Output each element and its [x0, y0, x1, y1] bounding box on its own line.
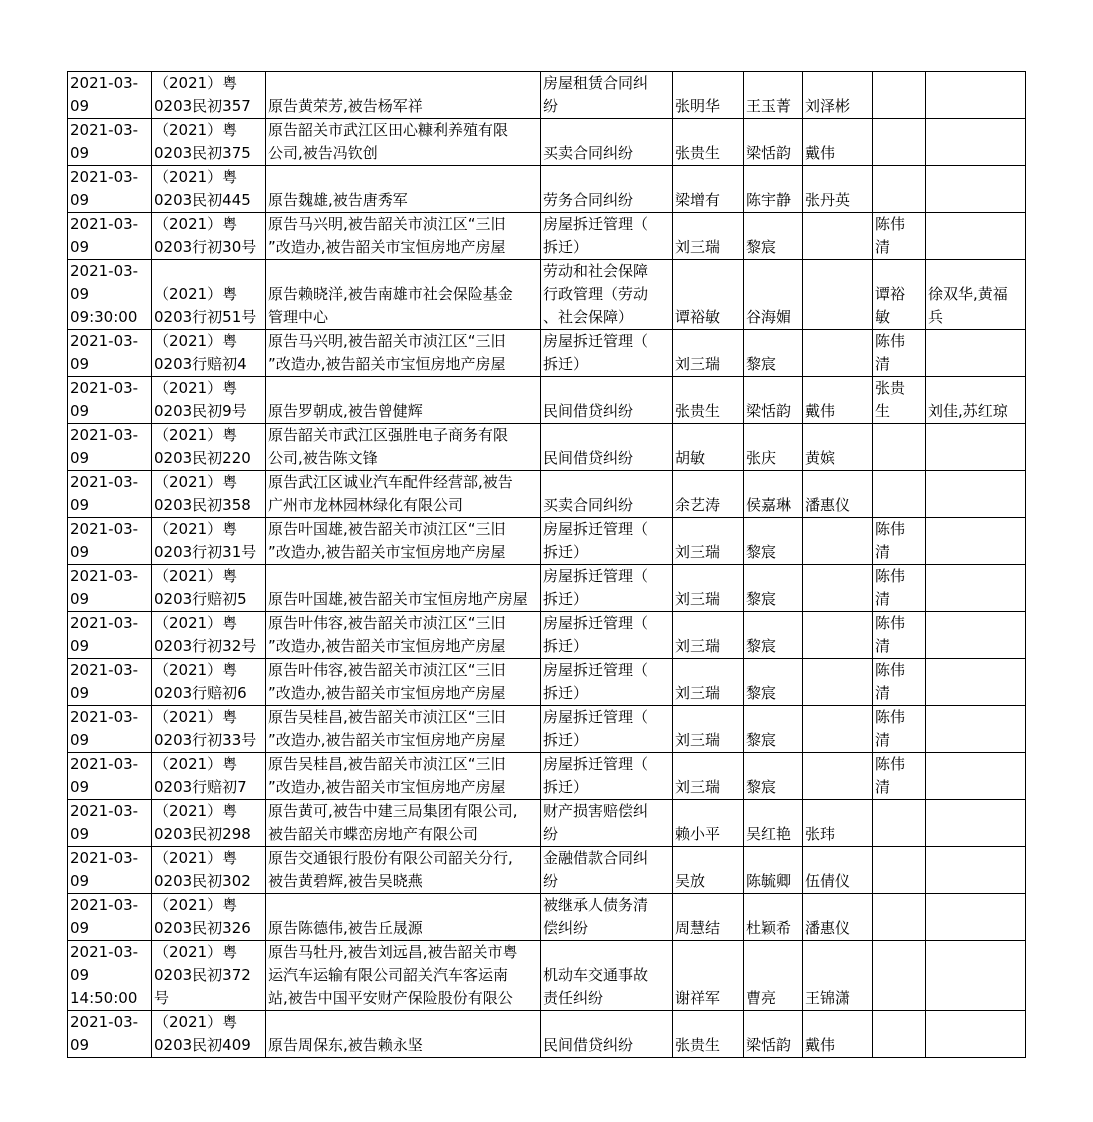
cell-parties: 原告韶关市武江区田心糠利养殖有限 公司,被告冯钦创	[266, 119, 541, 166]
cell-member	[803, 565, 873, 612]
cell-clerk: 黎宸	[744, 706, 803, 753]
cell-extra1: 陈伟 清	[873, 330, 926, 377]
cell-clerk: 黎宸	[744, 330, 803, 377]
cell-member: 戴伟	[803, 377, 873, 424]
cell-clerk: 黎宸	[744, 659, 803, 706]
cell-judge: 刘三瑞	[673, 659, 744, 706]
table-row	[68, 706, 1026, 753]
cell-case: （2021）粤 0203行赔初5	[152, 565, 266, 612]
cell-extra1: 张贵 生	[873, 377, 926, 424]
table-row	[68, 330, 1026, 377]
cell-cause: 买卖合同纠纷	[541, 471, 673, 518]
cell-extra2	[926, 119, 1026, 166]
cell-parties: 原告罗朝成,被告曾健辉	[266, 377, 541, 424]
table-row	[68, 894, 1026, 941]
cell-date: 2021-03- 09	[68, 471, 152, 518]
cell-case: （2021）粤 0203民初220	[152, 424, 266, 471]
cell-extra1: 陈伟 清	[873, 213, 926, 260]
cell-case: （2021）粤 0203民初9号	[152, 377, 266, 424]
cell-member	[803, 330, 873, 377]
cell-judge: 刘三瑞	[673, 753, 744, 800]
cell-case: （2021）粤 0203行赔初4	[152, 330, 266, 377]
cell-clerk: 黎宸	[744, 518, 803, 565]
cell-case: （2021）粤 0203行赔初6	[152, 659, 266, 706]
cell-extra1	[873, 941, 926, 1011]
cell-date: 2021-03- 09	[68, 119, 152, 166]
cell-date: 2021-03- 09 14:50:00	[68, 941, 152, 1011]
cell-parties: 原告赖晓洋,被告南雄市社会保险基金 管理中心	[266, 260, 541, 330]
cell-extra2	[926, 213, 1026, 260]
cell-judge: 刘三瑞	[673, 213, 744, 260]
cell-case: （2021）粤 0203民初357	[152, 72, 266, 119]
cell-judge: 张贵生	[673, 119, 744, 166]
cell-cause: 劳务合同纠纷	[541, 166, 673, 213]
cell-extra1	[873, 1011, 926, 1058]
cell-member	[803, 260, 873, 330]
cell-extra1: 陈伟 清	[873, 706, 926, 753]
cell-extra1	[873, 424, 926, 471]
cell-cause: 房屋拆迁管理（ 拆迁）	[541, 612, 673, 659]
table-row	[68, 518, 1026, 565]
table-row	[68, 753, 1026, 800]
cell-judge: 梁增有	[673, 166, 744, 213]
cell-extra2: 刘佳,苏红琼	[926, 377, 1026, 424]
table-row	[68, 166, 1026, 213]
table-row	[68, 377, 1026, 424]
cell-cause: 劳动和社会保障 行政管理（劳动 、社会保障）	[541, 260, 673, 330]
cell-extra2	[926, 518, 1026, 565]
table-row	[68, 565, 1026, 612]
cell-cause: 房屋拆迁管理（ 拆迁）	[541, 565, 673, 612]
cell-date: 2021-03- 09 09:30:00	[68, 260, 152, 330]
cell-member	[803, 612, 873, 659]
cell-judge: 胡敏	[673, 424, 744, 471]
cell-date: 2021-03- 09	[68, 753, 152, 800]
cell-parties: 原告吴桂昌,被告韶关市浈江区“三旧 ”改造办,被告韶关市宝恒房地产房屋	[266, 753, 541, 800]
cell-judge: 张明华	[673, 72, 744, 119]
cell-clerk: 王玉菁	[744, 72, 803, 119]
cell-judge: 刘三瑞	[673, 565, 744, 612]
cell-clerk: 陈宇静	[744, 166, 803, 213]
cell-extra1	[873, 166, 926, 213]
cell-case: （2021）粤 0203民初302	[152, 847, 266, 894]
cell-parties: 原告魏雄,被告唐秀军	[266, 166, 541, 213]
cell-date: 2021-03- 09	[68, 424, 152, 471]
table-body	[68, 72, 1026, 1058]
cell-extra1	[873, 847, 926, 894]
cell-member: 黄嫔	[803, 424, 873, 471]
cell-extra2	[926, 166, 1026, 213]
cell-extra2	[926, 659, 1026, 706]
cell-clerk: 梁恬韵	[744, 1011, 803, 1058]
cell-extra1: 陈伟 清	[873, 659, 926, 706]
cell-cause: 房屋拆迁管理（ 拆迁）	[541, 330, 673, 377]
table-row	[68, 847, 1026, 894]
cell-extra1: 陈伟 清	[873, 753, 926, 800]
cell-cause: 被继承人债务清 偿纠纷	[541, 894, 673, 941]
cell-case: （2021）粤 0203行初32号	[152, 612, 266, 659]
cell-cause: 房屋拆迁管理（ 拆迁）	[541, 659, 673, 706]
cell-extra2	[926, 706, 1026, 753]
cell-parties: 原告交通银行股份有限公司韶关分行, 被告黄碧辉,被告吴晓燕	[266, 847, 541, 894]
cell-member: 王锦潇	[803, 941, 873, 1011]
cell-extra2	[926, 1011, 1026, 1058]
cell-extra2	[926, 471, 1026, 518]
cell-case: （2021）粤 0203行初33号	[152, 706, 266, 753]
cell-judge: 刘三瑞	[673, 706, 744, 753]
cell-date: 2021-03- 09	[68, 847, 152, 894]
cell-cause: 财产损害赔偿纠 纷	[541, 800, 673, 847]
cell-clerk: 梁恬韵	[744, 119, 803, 166]
cell-extra2	[926, 894, 1026, 941]
cell-judge: 张贵生	[673, 377, 744, 424]
cell-clerk: 黎宸	[744, 753, 803, 800]
cell-cause: 金融借款合同纠 纷	[541, 847, 673, 894]
cell-judge: 谢祥军	[673, 941, 744, 1011]
table-row	[68, 213, 1026, 260]
cell-member	[803, 706, 873, 753]
cell-parties: 原告吴桂昌,被告韶关市浈江区“三旧 ”改造办,被告韶关市宝恒房地产房屋	[266, 706, 541, 753]
cell-clerk: 侯嘉琳	[744, 471, 803, 518]
cell-member: 戴伟	[803, 1011, 873, 1058]
cell-clerk: 张庆	[744, 424, 803, 471]
cell-cause: 房屋租赁合同纠 纷	[541, 72, 673, 119]
cell-judge: 刘三瑞	[673, 330, 744, 377]
cell-judge: 周慧结	[673, 894, 744, 941]
cell-judge: 余艺涛	[673, 471, 744, 518]
cell-extra1	[873, 72, 926, 119]
cell-extra2	[926, 941, 1026, 1011]
cell-date: 2021-03- 09	[68, 894, 152, 941]
cell-date: 2021-03- 09	[68, 565, 152, 612]
cell-date: 2021-03- 09	[68, 612, 152, 659]
cell-cause: 房屋拆迁管理（ 拆迁）	[541, 213, 673, 260]
cell-extra2	[926, 565, 1026, 612]
table-row	[68, 659, 1026, 706]
cell-cause: 民间借贷纠纷	[541, 424, 673, 471]
cell-clerk: 曹亮	[744, 941, 803, 1011]
cell-member: 刘泽彬	[803, 72, 873, 119]
cell-case: （2021）粤 0203行初31号	[152, 518, 266, 565]
cell-extra2: 徐双华,黄福 兵	[926, 260, 1026, 330]
cell-case: （2021）粤 0203行赔初7	[152, 753, 266, 800]
cell-case: （2021）粤 0203民初298	[152, 800, 266, 847]
cell-extra2	[926, 847, 1026, 894]
cell-cause: 买卖合同纠纷	[541, 119, 673, 166]
cell-member: 戴伟	[803, 119, 873, 166]
cell-date: 2021-03- 09	[68, 166, 152, 213]
table-row	[68, 800, 1026, 847]
table-row	[68, 612, 1026, 659]
cell-member: 潘惠仪	[803, 894, 873, 941]
cell-member: 伍倩仪	[803, 847, 873, 894]
cell-parties: 原告马兴明,被告韶关市浈江区“三旧 ”改造办,被告韶关市宝恒房地产房屋	[266, 213, 541, 260]
cell-clerk: 梁恬韵	[744, 377, 803, 424]
cell-case: （2021）粤 0203民初375	[152, 119, 266, 166]
cell-clerk: 黎宸	[744, 213, 803, 260]
cell-clerk: 谷海媚	[744, 260, 803, 330]
cell-case: （2021）粤 0203民初445	[152, 166, 266, 213]
cell-cause: 民间借贷纠纷	[541, 1011, 673, 1058]
cell-clerk: 杜颖希	[744, 894, 803, 941]
cell-date: 2021-03- 09	[68, 518, 152, 565]
cell-parties: 原告陈德伟,被告丘晟源	[266, 894, 541, 941]
cell-extra2	[926, 424, 1026, 471]
cell-extra2	[926, 612, 1026, 659]
court-schedule-table	[67, 71, 1026, 1058]
cell-parties: 原告叶伟容,被告韶关市浈江区“三旧 ”改造办,被告韶关市宝恒房地产房屋	[266, 612, 541, 659]
table-row	[68, 119, 1026, 166]
cell-parties: 原告黄可,被告中建三局集团有限公司, 被告韶关市蝶峦房地产有限公司	[266, 800, 541, 847]
table-row	[68, 1011, 1026, 1058]
cell-member	[803, 753, 873, 800]
cell-member: 张玮	[803, 800, 873, 847]
cell-judge: 谭裕敏	[673, 260, 744, 330]
table-row	[68, 424, 1026, 471]
cell-case: （2021）粤 0203行初30号	[152, 213, 266, 260]
cell-extra1	[873, 471, 926, 518]
cell-member: 潘惠仪	[803, 471, 873, 518]
cell-parties: 原告马牡丹,被告刘远昌,被告韶关市粤 运汽车运输有限公司韶关汽车客运南 站,被告中国平安财产保险股份有限公	[266, 941, 541, 1011]
cell-case: （2021）粤 0203民初409	[152, 1011, 266, 1058]
table-row	[68, 260, 1026, 330]
cell-member	[803, 213, 873, 260]
cell-extra2	[926, 330, 1026, 377]
cell-cause: 房屋拆迁管理（ 拆迁）	[541, 518, 673, 565]
cell-parties: 原告武江区诚业汽车配件经营部,被告 广州市龙林园林绿化有限公司	[266, 471, 541, 518]
cell-date: 2021-03- 09	[68, 659, 152, 706]
cell-parties: 原告周保东,被告赖永坚	[266, 1011, 541, 1058]
cell-extra1	[873, 800, 926, 847]
table-row	[68, 471, 1026, 518]
cell-judge: 刘三瑞	[673, 518, 744, 565]
cell-parties: 原告黄荣芳,被告杨军祥	[266, 72, 541, 119]
table-row	[68, 941, 1026, 1011]
cell-judge: 刘三瑞	[673, 612, 744, 659]
cell-member	[803, 659, 873, 706]
cell-member: 张丹英	[803, 166, 873, 213]
cell-date: 2021-03- 09	[68, 72, 152, 119]
cell-cause: 机动车交通事故 责任纠纷	[541, 941, 673, 1011]
cell-date: 2021-03- 09	[68, 800, 152, 847]
cell-date: 2021-03- 09	[68, 330, 152, 377]
cell-case: （2021）粤 0203民初326	[152, 894, 266, 941]
cell-parties: 原告叶国雄,被告韶关市浈江区“三旧 ”改造办,被告韶关市宝恒房地产房屋	[266, 518, 541, 565]
cell-date: 2021-03- 09	[68, 213, 152, 260]
cell-judge: 吴放	[673, 847, 744, 894]
cell-judge: 张贵生	[673, 1011, 744, 1058]
cell-extra1	[873, 894, 926, 941]
cell-clerk: 黎宸	[744, 612, 803, 659]
cell-extra1: 陈伟 清	[873, 518, 926, 565]
cell-parties: 原告叶国雄,被告韶关市宝恒房地产房屋	[266, 565, 541, 612]
cell-extra1: 陈伟 清	[873, 612, 926, 659]
cell-date: 2021-03- 09	[68, 1011, 152, 1058]
cell-cause: 民间借贷纠纷	[541, 377, 673, 424]
cell-extra1: 陈伟 清	[873, 565, 926, 612]
cell-extra2	[926, 800, 1026, 847]
cell-case: （2021）粤 0203民初358	[152, 471, 266, 518]
cell-extra1	[873, 119, 926, 166]
cell-date: 2021-03- 09	[68, 706, 152, 753]
cell-parties: 原告叶伟容,被告韶关市浈江区“三旧 ”改造办,被告韶关市宝恒房地产房屋	[266, 659, 541, 706]
cell-judge: 赖小平	[673, 800, 744, 847]
cell-case: （2021）粤 0203行初51号	[152, 260, 266, 330]
cell-extra2	[926, 72, 1026, 119]
cell-extra1: 谭裕 敏	[873, 260, 926, 330]
cell-clerk: 陈毓卿	[744, 847, 803, 894]
cell-parties: 原告韶关市武江区强胜电子商务有限 公司,被告陈文锋	[266, 424, 541, 471]
cell-clerk: 黎宸	[744, 565, 803, 612]
cell-case: （2021）粤 0203民初372 号	[152, 941, 266, 1011]
cell-extra2	[926, 753, 1026, 800]
cell-date: 2021-03- 09	[68, 377, 152, 424]
cell-cause: 房屋拆迁管理（ 拆迁）	[541, 706, 673, 753]
cell-member	[803, 518, 873, 565]
cell-parties: 原告马兴明,被告韶关市浈江区“三旧 ”改造办,被告韶关市宝恒房地产房屋	[266, 330, 541, 377]
cell-cause: 房屋拆迁管理（ 拆迁）	[541, 753, 673, 800]
cell-clerk: 吴红艳	[744, 800, 803, 847]
table-row	[68, 72, 1026, 119]
